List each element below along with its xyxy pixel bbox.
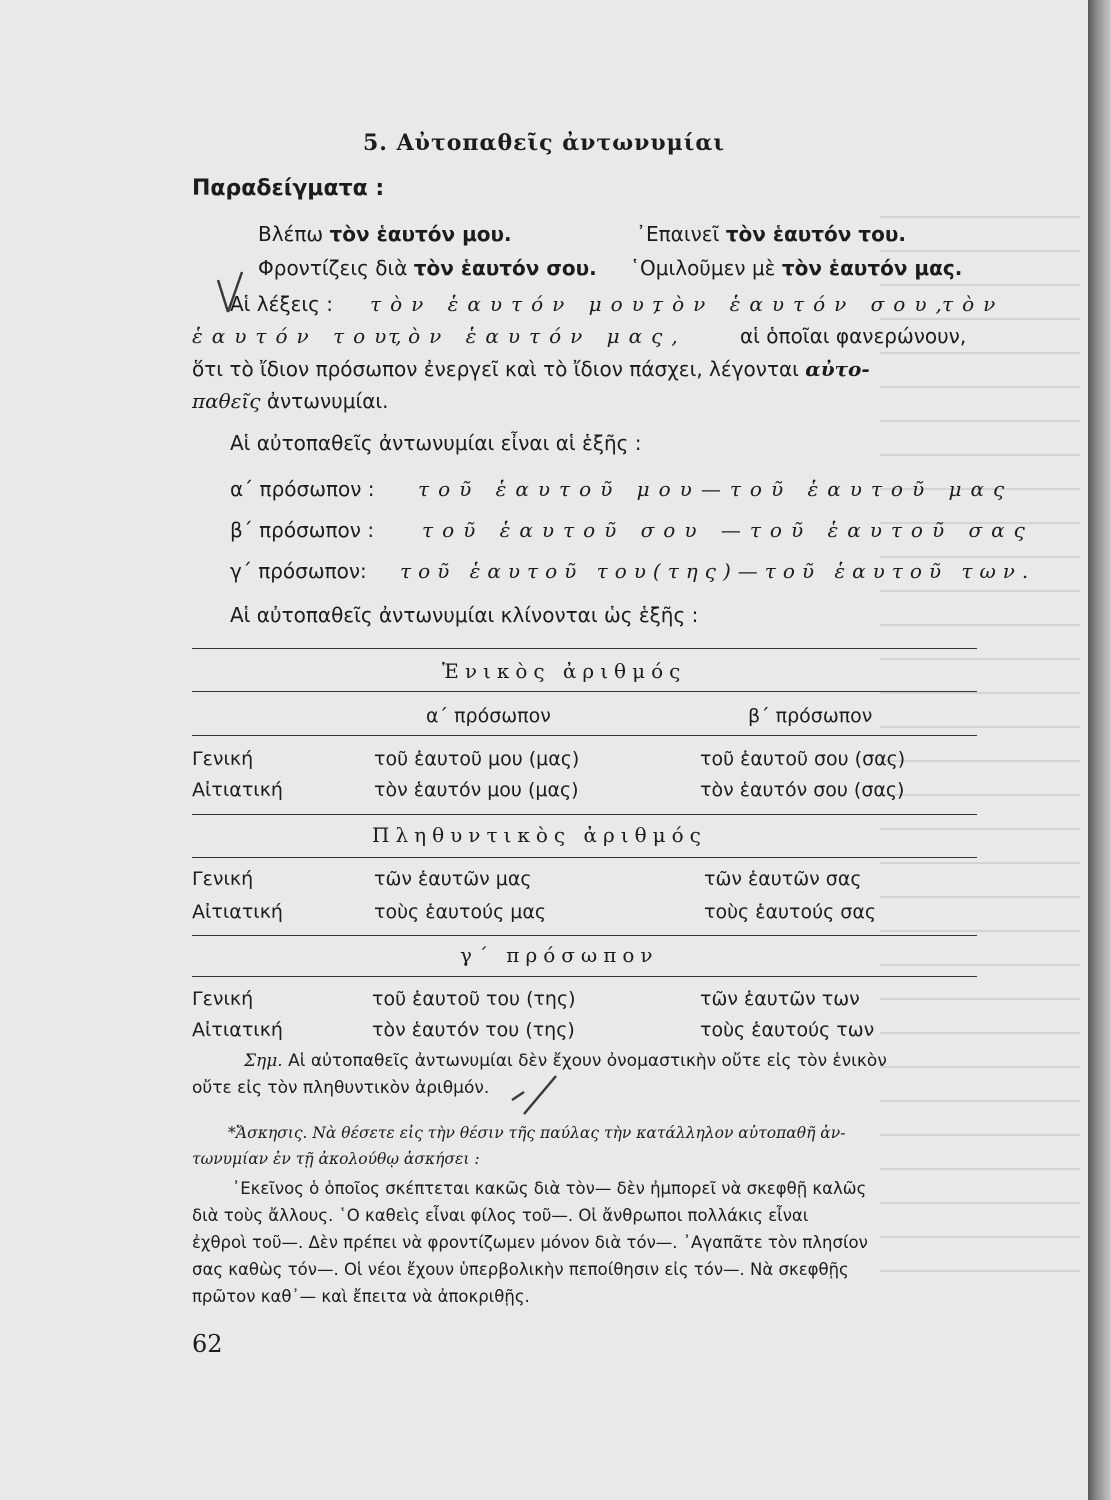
- person-c-forms: τοῦ ἑαυτοῦ του(της)—τοῦ ἑαυτοῦ των.: [400, 559, 1036, 583]
- table-cell: τοῦ ἑαυτοῦ μου (μας): [374, 748, 580, 770]
- para3: Αἱ αὐτοπαθεῖς ἀντωνυμίαι κλίνονται ὡς ἑξῆς :: [230, 603, 699, 627]
- para1-line1-a: Αἱ λέξεις :: [230, 292, 334, 316]
- table-rule: [192, 691, 977, 692]
- table-case: Γενική: [192, 868, 254, 890]
- para1-line2-a: ἑαυτόν του,: [192, 324, 411, 348]
- table-cell: τοὺς ἑαυτούς μας: [374, 901, 547, 923]
- exercise-line: ἐχθροὶ τοῦ—. Δὲν πρέπει νὰ φροντίζωμεν μόνον διὰ τόν—. ᾿Αγαπᾶτε τὸν πλησίον: [192, 1233, 868, 1252]
- table-col-a: α΄ πρόσωπον: [426, 705, 551, 727]
- exercise-line: σας καθὼς τόν—. Οἱ νέοι ἔχουν ὑπερβολικὴν πεποίθησιν εἰς τόν—. Νὰ σκεφθῇς: [192, 1260, 849, 1279]
- pen-mark-icon: [508, 1070, 568, 1130]
- person-a-forms: τοῦ ἑαυτοῦ μου—τοῦ ἑαυτοῦ μας: [418, 477, 1014, 501]
- person-b-forms: τοῦ ἑαυτοῦ σου —τοῦ ἑαυτοῦ σας: [422, 518, 1034, 542]
- note-line2: οὔτε εἰς τὸν πληθυντικὸν ἀριθμόν.: [192, 1078, 490, 1098]
- table-rule: [192, 814, 977, 815]
- para2: Αἱ αὐτοπαθεῖς ἀντωνυμίαι εἶναι αἱ ἑξῆς :: [230, 431, 642, 455]
- table-cell: τὸν ἑαυτόν σου (σας): [700, 779, 905, 801]
- example-1: Βλέπω τὸν ἑαυτόν μου.: [258, 222, 512, 246]
- exercise-line: ᾿Εκεῖνος ὁ ὁποῖος σκέπτεται κακῶς διὰ τὸν— δὲν ἠμπορεῖ νὰ σκεφθῇ καλῶς: [232, 1179, 867, 1198]
- para1-line4: παθεῖς ἀντωνυμίαι.: [192, 389, 389, 413]
- para1-line2-b: τὸν ἑαυτόν μας,: [388, 324, 687, 348]
- table-cell: τοῦ ἑαυτοῦ σου (σας): [700, 748, 906, 770]
- exercise-heading-2: τωνυμίαν ἐν τῇ ἀκολούθῳ ἀσκήσει :: [192, 1150, 480, 1168]
- example-4: ῾Ομιλοῦμεν μὲ τὸν ἑαυτόν μας.: [630, 256, 963, 280]
- pen-mark-icon: [212, 268, 252, 328]
- para1-line1-b: τὸν ἑαυτόν μου,: [370, 292, 669, 316]
- table-cell: τῶν ἑαυτῶν σας: [704, 868, 862, 890]
- person-a-label: α΄ πρόσωπον :: [230, 477, 375, 501]
- table-cell: τοὺς ἑαυτούς των: [700, 1019, 875, 1041]
- example-3: Φροντίζεις διὰ τὸν ἑαυτόν σου.: [258, 256, 597, 280]
- table-singular-heading: Ἑνικὸς ἀριθμός: [442, 659, 687, 683]
- table-cell: τοῦ ἑαυτοῦ του (της): [372, 988, 576, 1010]
- para1-line3: ὅτι τὸ ἴδιον πρόσωπον ἐνεργεῖ καὶ τὸ ἴδιον πάσχει, λέγονται αὐτο-: [192, 357, 870, 381]
- table-rule: [192, 735, 977, 736]
- exercise-heading-1: *Ἄσκησις. Νὰ θέσετε εἰς τὴν θέσιν τῆς παύλας τὴν κατάλληλον αὐτοπαθῆ ἀν-: [228, 1124, 846, 1142]
- bleed-through-text: [880, 190, 1080, 1290]
- table-case: Γενική: [192, 988, 254, 1010]
- person-c-label: γ΄ πρόσωπον:: [230, 559, 367, 583]
- page-edge: [1088, 0, 1111, 1500]
- table-case: Αἰτιατική: [192, 1019, 283, 1041]
- para1-line1-d: τὸν: [942, 292, 1005, 316]
- table-rule: [192, 648, 977, 649]
- section-title: 5. Αὐτοπαθεῖς ἀντωνυμίαι: [362, 130, 725, 156]
- exercise-line: διὰ τοὺς ἄλλους. ῾Ο καθεὶς εἶναι φίλος τοῦ—. Οἱ ἄνθρωποι πολλάκις εἶναι: [192, 1206, 809, 1225]
- table-rule: [192, 857, 977, 858]
- exercise-line: πρῶτον καθ᾿— καὶ ἔπειτα νὰ ἀποκριθῇς.: [192, 1287, 530, 1306]
- table-rule: [192, 976, 977, 977]
- table-case: Αἰτιατική: [192, 779, 283, 801]
- para1-line2-c: αἱ ὁποῖαι φανερώνουν,: [740, 324, 967, 348]
- table-cell: τὸν ἑαυτόν του (της): [372, 1019, 575, 1041]
- page-number: 62: [192, 1330, 223, 1358]
- note-line1: Σημ. Αἱ αὐτοπαθεῖς ἀντωνυμίαι δὲν ἔχουν ὀνομαστικὴν οὔτε εἰς τὸν ἑνικὸν: [244, 1051, 887, 1071]
- table-col-b: β΄ πρόσωπον: [748, 705, 873, 727]
- table-case: Αἰτιατική: [192, 901, 283, 923]
- para1-line1-c: τὸν ἑαυτόν σου,: [652, 292, 951, 316]
- table-plural-heading: Πληθυντικὸς ἀριθμός: [372, 823, 707, 847]
- table-cell: τὸν ἑαυτόν μου (μας): [374, 779, 579, 801]
- table-cell: τῶν ἑαυτῶν των: [700, 988, 860, 1010]
- person-b-label: β΄ πρόσωπον :: [230, 518, 375, 542]
- example-2: ᾿Επαινεῖ τὸν ἑαυτόν του.: [636, 222, 906, 246]
- table-case: Γενική: [192, 748, 254, 770]
- table-cell: τῶν ἑαυτῶν μας: [374, 868, 532, 890]
- table-third-heading: γ΄ πρόσωπον: [460, 943, 659, 967]
- table-rule: [192, 935, 977, 936]
- examples-label: Παραδείγματα :: [192, 176, 385, 201]
- table-cell: τοὺς ἑαυτούς σας: [704, 901, 877, 923]
